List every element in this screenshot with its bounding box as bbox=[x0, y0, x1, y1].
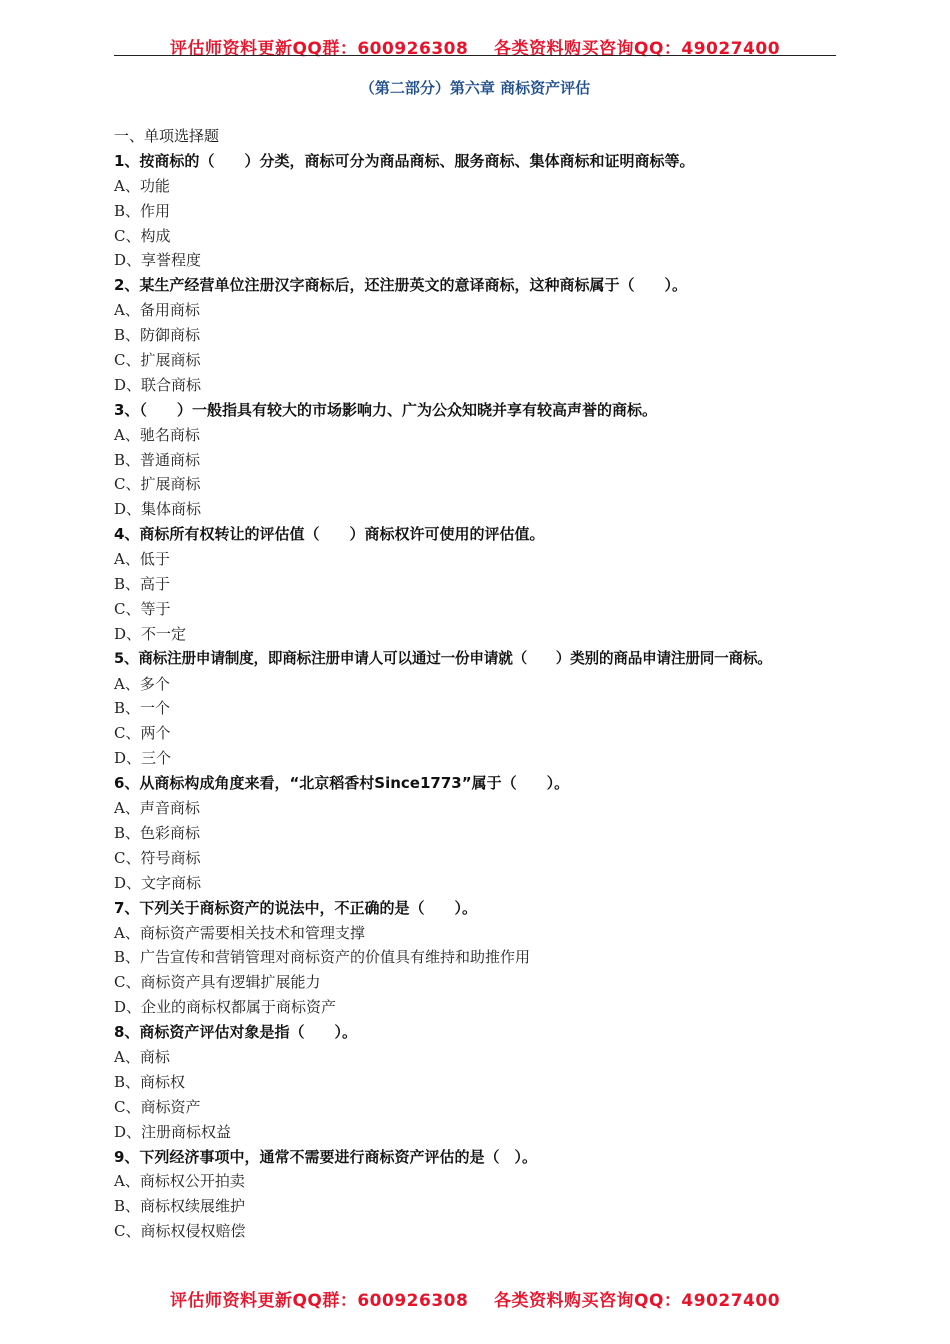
option: B、一个 bbox=[114, 699, 171, 718]
option: D、三个 bbox=[114, 749, 172, 768]
option: B、防御商标 bbox=[114, 326, 201, 345]
question-stem: 9、下列经济事项中，通常不需要进行商标资产评估的是（ ）。 bbox=[114, 1147, 537, 1166]
option: B、商标权续展维护 bbox=[114, 1197, 246, 1216]
option: D、享誉程度 bbox=[114, 251, 202, 270]
option: A、多个 bbox=[114, 674, 170, 693]
question-stem: 8、商标资产评估对象是指（ ）。 bbox=[114, 1023, 357, 1042]
header-divider bbox=[114, 55, 836, 56]
question-list bbox=[114, 124, 854, 1244]
option: B、高于 bbox=[114, 575, 171, 594]
question-stem: 6、从商标构成角度来看，“北京稻香村Since1773”属于（ ）。 bbox=[114, 774, 570, 793]
option: C、商标资产具有逻辑扩展能力 bbox=[114, 973, 321, 992]
footer-banner: 评估师资料更新QQ群：600926308 各类资料购买咨询QQ：49027400 bbox=[169, 1291, 781, 1311]
option: C、符号商标 bbox=[114, 848, 201, 867]
question-stem: 4、商标所有权转让的评估值（ ）商标权许可使用的评估值。 bbox=[114, 525, 545, 544]
chapter-title: （第二部分）第六章 商标资产评估 bbox=[359, 79, 591, 97]
option: D、注册商标权益 bbox=[114, 1122, 232, 1141]
option: A、驰名商标 bbox=[114, 425, 200, 444]
option: D、联合商标 bbox=[114, 375, 202, 394]
option: B、普通商标 bbox=[114, 450, 201, 469]
option: A、商标权公开拍卖 bbox=[114, 1172, 245, 1191]
option: D、不一定 bbox=[114, 624, 187, 643]
option: C、扩展商标 bbox=[114, 351, 201, 370]
question-stem: 3、（ ）一般指具有较大的市场影响力、广为公众知晓并享有较高声誉的商标。 bbox=[114, 400, 657, 419]
option: B、作用 bbox=[114, 201, 171, 220]
option: D、文字商标 bbox=[114, 873, 202, 892]
question-stem: 7、下列关于商标资产的说法中，不正确的是（ ）。 bbox=[114, 898, 477, 917]
option: A、商标 bbox=[114, 1047, 170, 1066]
option: A、备用商标 bbox=[114, 301, 200, 320]
option: A、功能 bbox=[114, 176, 170, 195]
option: D、集体商标 bbox=[114, 500, 202, 519]
option: C、商标资产 bbox=[114, 1097, 201, 1116]
option: A、低于 bbox=[114, 550, 170, 569]
question-stem: 2、某生产经营单位注册汉字商标后，还注册英文的意译商标，这种商标属于（ ）。 bbox=[114, 276, 687, 295]
section-title: 一、单项选择题 bbox=[114, 127, 220, 145]
question-stem: 1、按商标的（ ）分类，商标可分为商品商标、服务商标、集体商标和证明商标等。 bbox=[114, 151, 695, 170]
option: C、构成 bbox=[114, 226, 171, 245]
option: A、声音商标 bbox=[114, 799, 200, 818]
header-banner: 评估师资料更新QQ群：600926308 各类资料购买咨询QQ：49027400 bbox=[169, 39, 781, 59]
option: D、企业的商标权都属于商标资产 bbox=[114, 998, 337, 1017]
option: B、商标权 bbox=[114, 1072, 186, 1091]
option: C、等于 bbox=[114, 599, 171, 618]
option: B、广告宣传和营销管理对商标资产的价值具有维持和助推作用 bbox=[114, 948, 531, 967]
option: A、商标资产需要相关技术和管理支撑 bbox=[114, 923, 365, 942]
option: C、两个 bbox=[114, 724, 171, 743]
question-stem: 5、商标注册申请制度，即商标注册申请人可以通过一份申请就（ ）类别的商品申请注册同一商标。 bbox=[114, 649, 772, 667]
option: C、扩展商标 bbox=[114, 475, 201, 494]
option: B、色彩商标 bbox=[114, 823, 201, 842]
option: C、商标权侵权赔偿 bbox=[114, 1222, 246, 1241]
